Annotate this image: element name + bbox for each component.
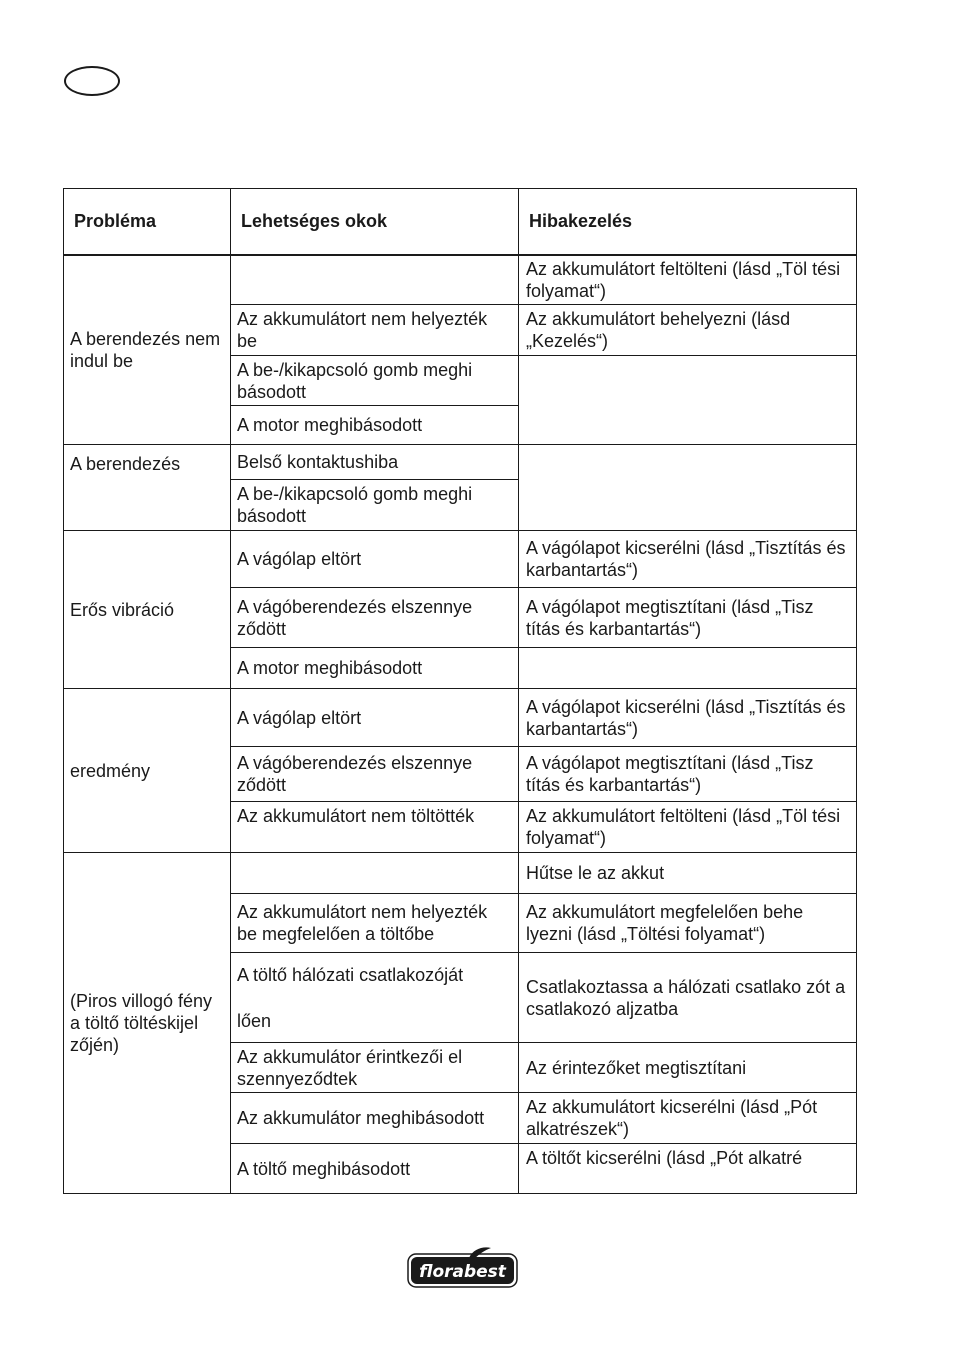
remedy-cell: Az akkumulátort megfelelően behe lyezni (lásd „Töltési folyamat“) (519, 894, 857, 953)
cause-cell (231, 853, 519, 894)
problem-cell: (Piros villogó fény a töltő töltéskijel zőjén) (64, 853, 231, 1194)
cause-cell: A töltő meghibásodott (231, 1144, 519, 1194)
remedy-cell: A vágólapot kicserélni (lásd „Tisztítás és karbantartás“) (519, 689, 857, 747)
cause-cell: A motor meghibásodott (231, 648, 519, 689)
troubleshooting-table (63, 188, 857, 1194)
cause-cell: A be-/kikapcsoló gomb meghi básodott (231, 356, 519, 406)
problem-cell: A berendezés (64, 445, 231, 531)
cause-line: lően (237, 1010, 272, 1031)
cause-cell (231, 953, 519, 1043)
problem-cell: Erős vibráció (64, 531, 231, 689)
cause-cell: Az akkumulátort nem töltötték (231, 802, 519, 853)
problem-cell: eredmény (64, 689, 231, 853)
remedy-cell (519, 648, 857, 689)
cause-cell: Az akkumulátort nem helyezték be (231, 305, 519, 356)
cause-cell: A be-/kikapcsoló gomb meghi básodott (231, 480, 519, 531)
remedy-cell: A vágólapot megtisztítani (lásd „Tisz títás és karbantartás“) (519, 747, 857, 802)
remedy-cell: Az akkumulátort feltölteni (lásd „Töl tési folyamat“) (519, 802, 857, 853)
table-row (64, 255, 857, 305)
table-row (64, 853, 857, 894)
cause-cell: A vágólap eltört (231, 531, 519, 588)
remedy-cell: A töltőt kicserélni (lásd „Pót alkatré (519, 1144, 857, 1194)
florabest-logo (407, 1246, 518, 1288)
cause-cell: Belső kontaktushiba (231, 445, 519, 480)
cause-cell: Az akkumulátort nem helyezték be megfelelően a töltőbe (231, 894, 519, 953)
remedy-cell: Az akkumulátort feltölteni (lásd „Töl tési folyamat“) (519, 255, 857, 305)
remedy-cell: A vágólapot megtisztítani (lásd „Tisz títás és karbantartás“) (519, 588, 857, 648)
cause-cell: A vágólap eltört (231, 689, 519, 747)
spacer (237, 986, 512, 1010)
table-row (64, 531, 857, 588)
remedy-cell: Az érintezőket megtisztítani (519, 1043, 857, 1093)
remedy-cell (519, 445, 857, 531)
cause-cell: A motor meghibásodott (231, 406, 519, 445)
remedy-cell: Hűtse le az akkut (519, 853, 857, 894)
cause-cell: A vágóberendezés elszennye ződött (231, 747, 519, 802)
remedy-cell: Az akkumulátort kicserélni (lásd „Pót alkatrészek“) (519, 1093, 857, 1144)
remedy-cell: A vágólapot kicserélni (lásd „Tisztítás és karbantartás“) (519, 531, 857, 588)
cause-cell: Az akkumulátor meghibásodott (231, 1093, 519, 1144)
problem-cell: A berendezés nem indul be (64, 255, 231, 445)
column-header-remedy: Hibakezelés (519, 189, 857, 255)
cause-line: A töltő hálózati csatlakozóját (237, 964, 464, 985)
logo-text: florabest (419, 1262, 506, 1282)
remedy-cell: Az akkumulátort behelyezni (lásd „Kezelés“) (519, 305, 857, 356)
table-row (64, 689, 857, 747)
table-row (64, 445, 857, 480)
column-header-causes: Lehetséges okok (231, 189, 519, 255)
table-header-row (64, 189, 857, 255)
column-header-problem: Probléma (64, 189, 231, 255)
country-code-oval (64, 66, 120, 96)
cause-cell: A vágóberendezés elszennye ződött (231, 588, 519, 648)
remedy-cell: Csatlakoztassa a hálózati csatlako zót a csatlakozó aljzatba (519, 953, 857, 1043)
remedy-cell (519, 356, 857, 445)
cause-cell (231, 255, 519, 305)
cause-cell: Az akkumulátor érintkezői el szennyeződtek (231, 1043, 519, 1093)
